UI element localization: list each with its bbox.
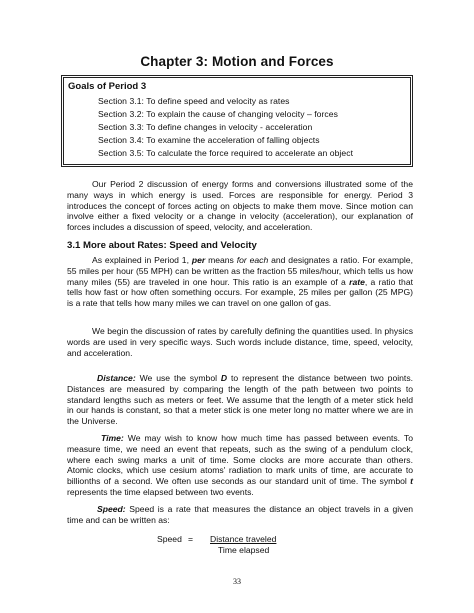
goals-box bbox=[63, 77, 411, 165]
distance-paragraph bbox=[67, 373, 413, 427]
goal-item: Section 3.5: To calculate the force required to accelerate an object bbox=[98, 148, 354, 158]
goal-item: Section 3.4: To examine the acceleration of falling objects bbox=[98, 135, 320, 145]
goals-list bbox=[98, 95, 353, 160]
intro-paragraph bbox=[67, 179, 413, 233]
time-lead: Time: bbox=[101, 433, 124, 443]
chapter-title: Chapter 3: Motion and Forces bbox=[140, 54, 334, 69]
term-for-each: for each bbox=[236, 255, 269, 265]
page-number: 33 bbox=[233, 577, 241, 586]
formula-denominator: Time elapsed bbox=[218, 545, 270, 555]
formula-lhs: Speed bbox=[157, 534, 182, 544]
definitions-text: We begin the discussion of rates by carefully defining the quantities used. In physics words are used in very specific ways. Such words include distance, time, speed, velocity, and acceleration. bbox=[67, 326, 413, 358]
text-run: Speed is a rate that measures the distance an object travels in a given time and can be written as: bbox=[67, 504, 413, 525]
speed-lead: Speed: bbox=[97, 504, 126, 514]
goals-heading: Goals of Period 3 bbox=[68, 81, 147, 92]
formula-numerator: Distance traveled bbox=[210, 534, 277, 544]
text-run: means bbox=[205, 255, 237, 265]
text-run: to represent the distance between two points. Distances are measured by comparing the length of the path between two points to standard lengths such as meters or feet. We assume that the length of a meter stick held in our hands is constant, so that a meter stick is one meter long no matter where we are in the Universe. bbox=[67, 373, 414, 427]
text-run: represents the time elapsed between two events. bbox=[67, 486, 254, 497]
rates-paragraph bbox=[67, 255, 413, 309]
goal-item: Section 3.2: To explain the cause of changing velocity – forces bbox=[98, 109, 338, 119]
time-paragraph bbox=[67, 433, 413, 498]
definitions-paragraph bbox=[67, 326, 413, 358]
intro-text: Our Period 2 discussion of energy forms and conversions illustrated some of the many ways in which energy is used. Forces are responsible for energy. Period 3 introduces the concept of forces acting on objects to make them move. Since motion can involve either a fixed velocity or a change in velocity (acceleration), our explanation of forces includes a discussion of speed, velocity, and acceleration. bbox=[67, 179, 413, 233]
text-run: We may wish to know how much time has passed between events. To measure time, we need an event that repeats, such as the swing of a pendulum clock, where each swing marks a unit of time. Some clocks are more accurate than others. Atomic clocks, which use cesium atoms' radiation to mark units of time, are accurate to billionths of a second. We often use seconds as our standard unit of time. The symbol bbox=[67, 433, 413, 487]
symbol-t: t bbox=[410, 476, 413, 487]
section-heading: 3.1 More about Rates: Speed and Velocity bbox=[67, 240, 257, 251]
goal-item: Section 3.3: To define changes in velocity - acceleration bbox=[98, 122, 313, 132]
symbol-d: D bbox=[220, 373, 228, 383]
formula-equals: = bbox=[188, 534, 194, 544]
distance-lead: Distance: bbox=[97, 373, 136, 383]
goal-item: Section 3.1: To define speed and velocity as rates bbox=[98, 96, 290, 106]
speed-paragraph bbox=[67, 504, 413, 526]
text-run: and designates a ratio. For example, 55 miles per hour (55 MPH) can be written as the fraction 55 miles/hour, which tells us how many miles (55) are traveled in one hour. This ratio is an example of a bbox=[67, 255, 413, 287]
term-per: per bbox=[191, 255, 206, 265]
text-run: As explained in Period 1, bbox=[92, 255, 192, 265]
text-run: , a ratio that tells how fast or how often something occurs. For example, 25 miles per gallon (25 MPG) is a rate that tells how many miles we can travel on one gallon of gas. bbox=[67, 276, 413, 309]
term-rate: rate bbox=[349, 276, 365, 287]
text-run: We use the symbol bbox=[135, 373, 221, 383]
